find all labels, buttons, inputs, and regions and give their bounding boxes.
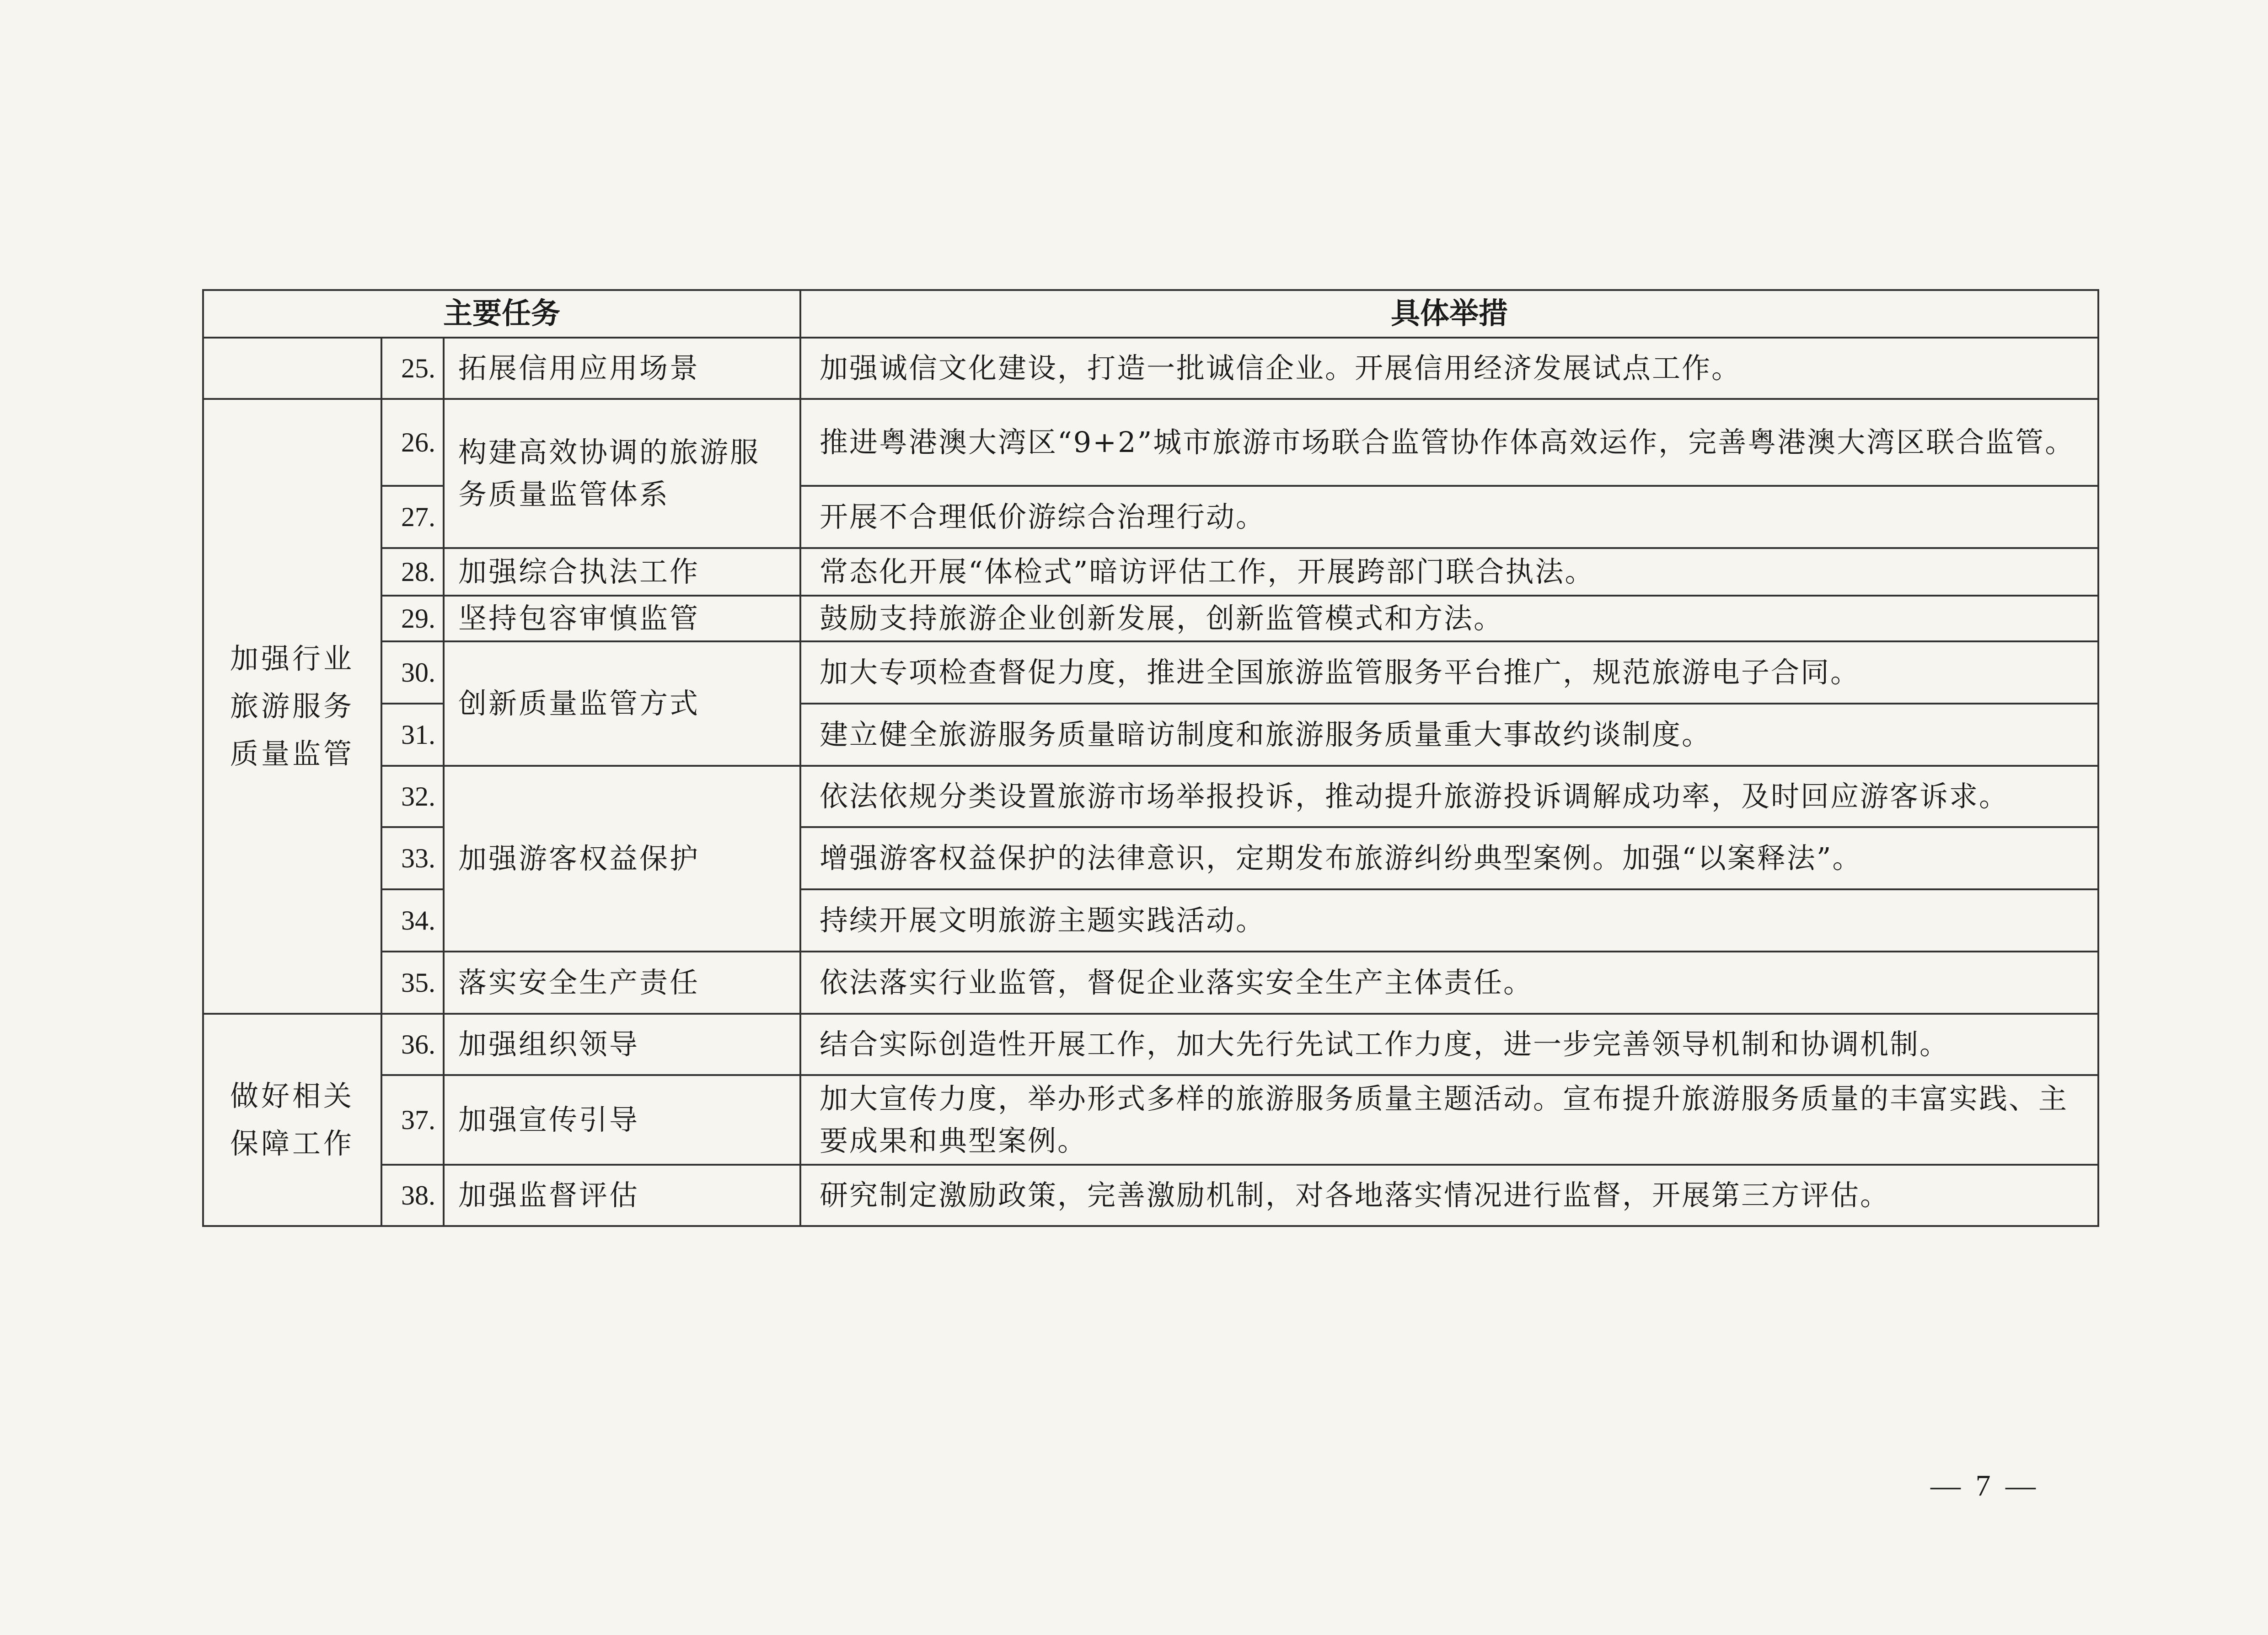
measure-cell: 研究制定激励政策，完善激励机制，对各地落实情况进行监督，开展第三方评估。 [800,1165,2098,1226]
table-row [203,1014,2098,1075]
row-number: 37. [381,1075,444,1165]
measure-cell: 持续开展文明旅游主题实践活动。 [800,889,2098,952]
table-row [203,548,2098,596]
header-specific-measures: 具体举措 [800,290,2098,338]
task-table [202,289,2099,1227]
row-number: 34. [381,889,444,952]
task-cell: 拓展信用应用场景 [444,338,800,399]
table-row [203,338,2098,399]
measure-cell: 鼓励支持旅游企业创新发展，创新监管模式和方法。 [800,596,2098,641]
task-cell: 落实安全生产责任 [444,952,800,1014]
measure-cell: 开展不合理低价游综合治理行动。 [800,486,2098,548]
task-cell: 构建高效协调的旅游服务质量监管体系 [444,399,800,548]
measure-cell: 依法落实行业监管，督促企业落实安全生产主体责任。 [800,952,2098,1014]
row-number: 36. [381,1014,444,1075]
task-cell: 加强游客权益保护 [444,766,800,952]
task-cell: 加强综合执法工作 [444,548,800,596]
task-cell: 坚持包容审慎监管 [444,596,800,641]
task-cell: 加强宣传引导 [444,1075,800,1165]
measure-cell: 依法依规分类设置旅游市场举报投诉，推动提升旅游投诉调解成功率，及时回应游客诉求。 [800,766,2098,827]
row-number: 27. [381,486,444,548]
measure-cell: 推进粤港澳大湾区“9+2”城市旅游市场联合监管协作体高效运作，完善粤港澳大湾区联合监管。 [800,399,2098,486]
row-number: 32. [381,766,444,827]
table-row [203,1165,2098,1226]
category-cell [203,338,381,399]
measure-cell: 结合实际创造性开展工作，加大先行先试工作力度，进一步完善领导机制和协调机制。 [800,1014,2098,1075]
row-number: 28. [381,548,444,596]
table-row [203,596,2098,641]
row-number: 26. [381,399,444,486]
table-row [203,952,2098,1014]
task-cell: 加强组织领导 [444,1014,800,1075]
header-main-task: 主要任务 [203,290,800,338]
task-cell: 加强监督评估 [444,1165,800,1226]
measure-cell: 加强诚信文化建设，打造一批诚信企业。开展信用经济发展试点工作。 [800,338,2098,399]
row-number: 33. [381,827,444,889]
measure-cell: 常态化开展“体检式”暗访评估工作，开展跨部门联合执法。 [800,548,2098,596]
table-row [203,766,2098,827]
row-number: 35. [381,952,444,1014]
measure-cell: 加大专项检查督促力度，推进全国旅游监管服务平台推广，规范旅游电子合同。 [800,641,2098,704]
table-row [203,1075,2098,1165]
category-cell: 做好相关保障工作 [203,1014,381,1226]
measure-cell: 建立健全旅游服务质量暗访制度和旅游服务质量重大事故约谈制度。 [800,704,2098,766]
category-cell: 加强行业旅游服务质量监管 [203,399,381,1014]
row-number: 29. [381,596,444,641]
table-row [203,641,2098,704]
row-number: 30. [381,641,444,704]
task-cell: 创新质量监管方式 [444,641,800,766]
page-number: — 7 — [1930,1469,2039,1502]
row-number: 31. [381,704,444,766]
measure-cell: 加大宣传力度，举办形式多样的旅游服务质量主题活动。宣布提升旅游服务质量的丰富实践、主要成果和典型案例。 [800,1075,2098,1165]
table-header-row [203,290,2098,338]
table-row [203,399,2098,486]
row-number: 38. [381,1165,444,1226]
row-number: 25. [381,338,444,399]
measure-cell: 增强游客权益保护的法律意识，定期发布旅游纠纷典型案例。加强“以案释法”。 [800,827,2098,889]
